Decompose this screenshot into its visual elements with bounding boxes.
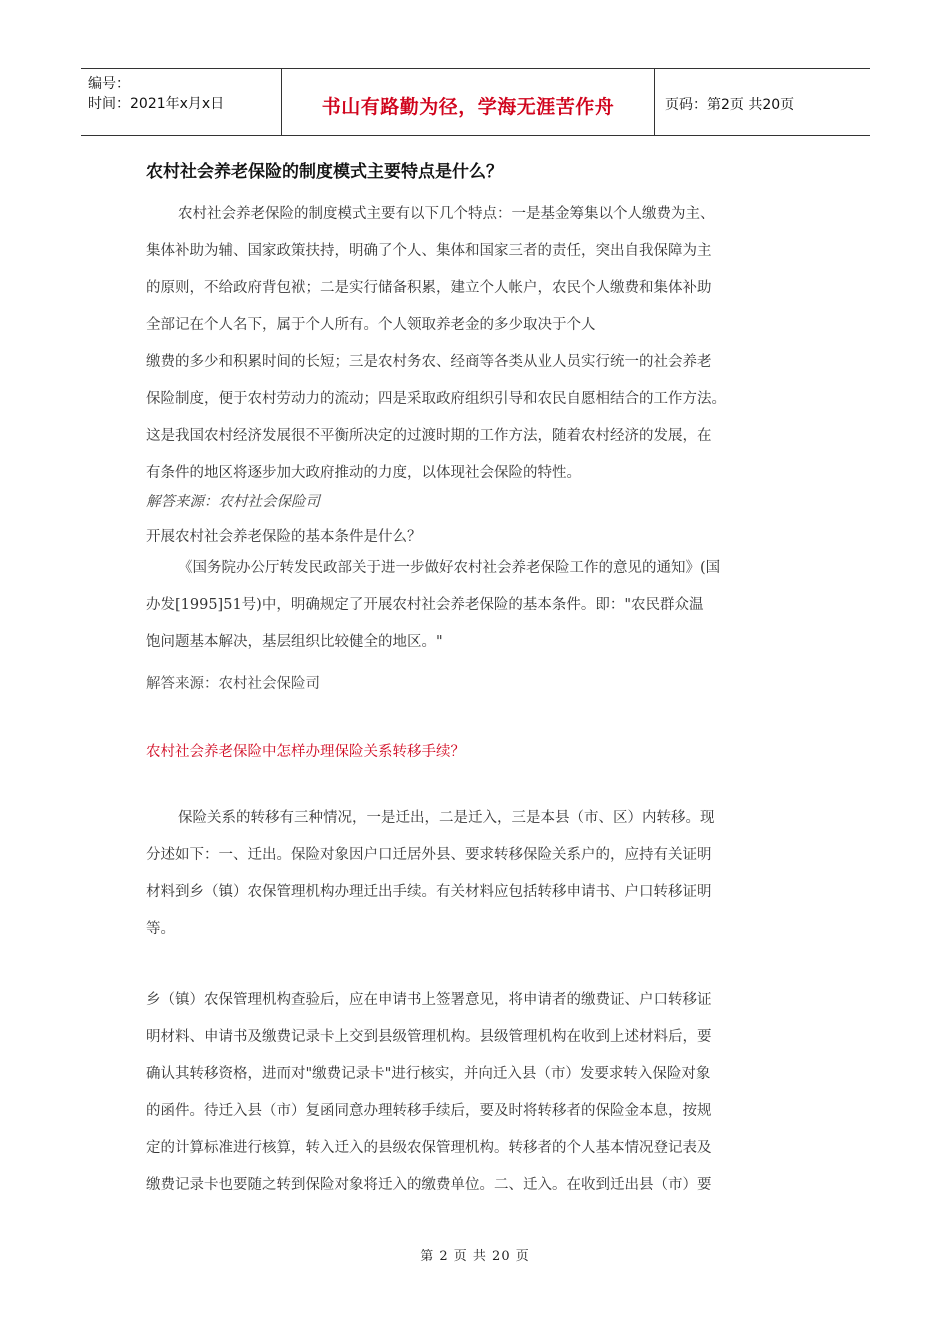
section3-paragraph-2 [146, 982, 811, 1204]
text-line: 全部记在个人名下，属于个人所有。个人领取养老金的多少取决于个人 [146, 317, 596, 333]
text-line: 饱问题基本解决，基层组织比较健全的地区。" [146, 634, 443, 650]
header-meta [81, 69, 281, 135]
text-line: 有条件的地区将逐步加大政府推动的力度，以体现社会保险的特性。 [146, 465, 581, 481]
time-label: 时间：2021年x月x日 [88, 96, 225, 112]
page-header [81, 68, 870, 136]
text-line: 集体补助为辅、国家政策扶持，明确了个人、集体和国家三者的责任，突出自我保障为主 [146, 243, 712, 259]
text-line: 保险制度，便于农村劳动力的流动；四是采取政府组织引导和农民自愿相结合的工作方法。 [146, 391, 726, 407]
text-line: 等。 [146, 921, 175, 937]
text-line: 乡（镇）农保管理机构查验后，应在申请书上签署意见，将申请者的缴费证、户口转移证 [146, 992, 712, 1008]
text-line: 保险关系的转移有三种情况，一是迁出，二是迁入，三是本县（市、区）内转移。现 [178, 810, 715, 826]
text-line: 定的计算标准进行核算，转入迁入的县级农保管理机构。转移者的个人基本情况登记表及 [146, 1140, 712, 1156]
text-line: 的函件。待迁入县（市）复函同意办理转移手续后，要及时将转移者的保险金本息，按规 [146, 1103, 712, 1119]
section2-question: 开展农村社会养老保险的基本条件是什么？ [146, 529, 422, 545]
page-footer: 第 2 页 共 20 页 [420, 1249, 530, 1264]
text-line: 材料到乡（镇）农保管理机构办理迁出手续。有关材料应包括转移申请书、户口转移证明 [146, 884, 712, 900]
text-line: 这是我国农村经济发展很不平衡所决定的过渡时期的工作方法，随着农村经济的发展，在 [146, 428, 712, 444]
text-line: 缴费的多少和积累时间的长短；三是农村务农、经商等各类从业人员实行统一的社会养老 [146, 354, 712, 370]
section1-paragraph [146, 196, 811, 492]
section3-question: 农村社会养老保险中怎样办理保险关系转移手续？ [146, 744, 465, 760]
text-line: 确认其转移资格，进而对"缴费记录卡"进行核实，并向迁入县（市）发要求转入保险对象 [146, 1066, 711, 1082]
section1-title: 农村社会养老保险的制度模式主要特点是什么？ [146, 162, 503, 182]
text-line: 农村社会养老保险的制度模式主要有以下几个特点：一是基金筹集以个人缴费为主、 [178, 206, 715, 222]
text-line: 明材料、申请书及缴费记录卡上交到县级管理机构。县级管理机构在收到上述材料后，要 [146, 1029, 712, 1045]
section3-paragraph-1 [146, 800, 811, 948]
number-label: 编号： [88, 76, 130, 92]
text-line: 分述如下：一、迁出。保险对象因户口迁居外县、要求转移保险关系户的，应持有关证明 [146, 847, 712, 863]
text-line: 《国务院办公厅转发民政部关于进一步做好农村社会养老保险工作的意见的通知》(国 [178, 560, 721, 576]
section1-source: 解答来源：农村社会保险司 [146, 494, 320, 510]
section2-paragraph [146, 550, 811, 661]
header-motto: 书山有路勤为径，学海无涯苦作舟 [281, 69, 655, 135]
text-line: 缴费记录卡也要随之转到保险对象将迁入的缴费单位。二、迁入。在收到迁出县（市）要 [146, 1177, 712, 1193]
text-line: 办发[1995]51号)中，明确规定了开展农村社会养老保险的基本条件。即："农民群众温 [146, 597, 704, 613]
header-page-info: 页码：第2页 共20页 [665, 97, 795, 113]
section2-source: 解答来源：农村社会保险司 [146, 676, 320, 692]
text-line: 的原则，不给政府背包袱；二是实行储备积累，建立个人帐户，农民个人缴费和集体补助 [146, 280, 712, 296]
